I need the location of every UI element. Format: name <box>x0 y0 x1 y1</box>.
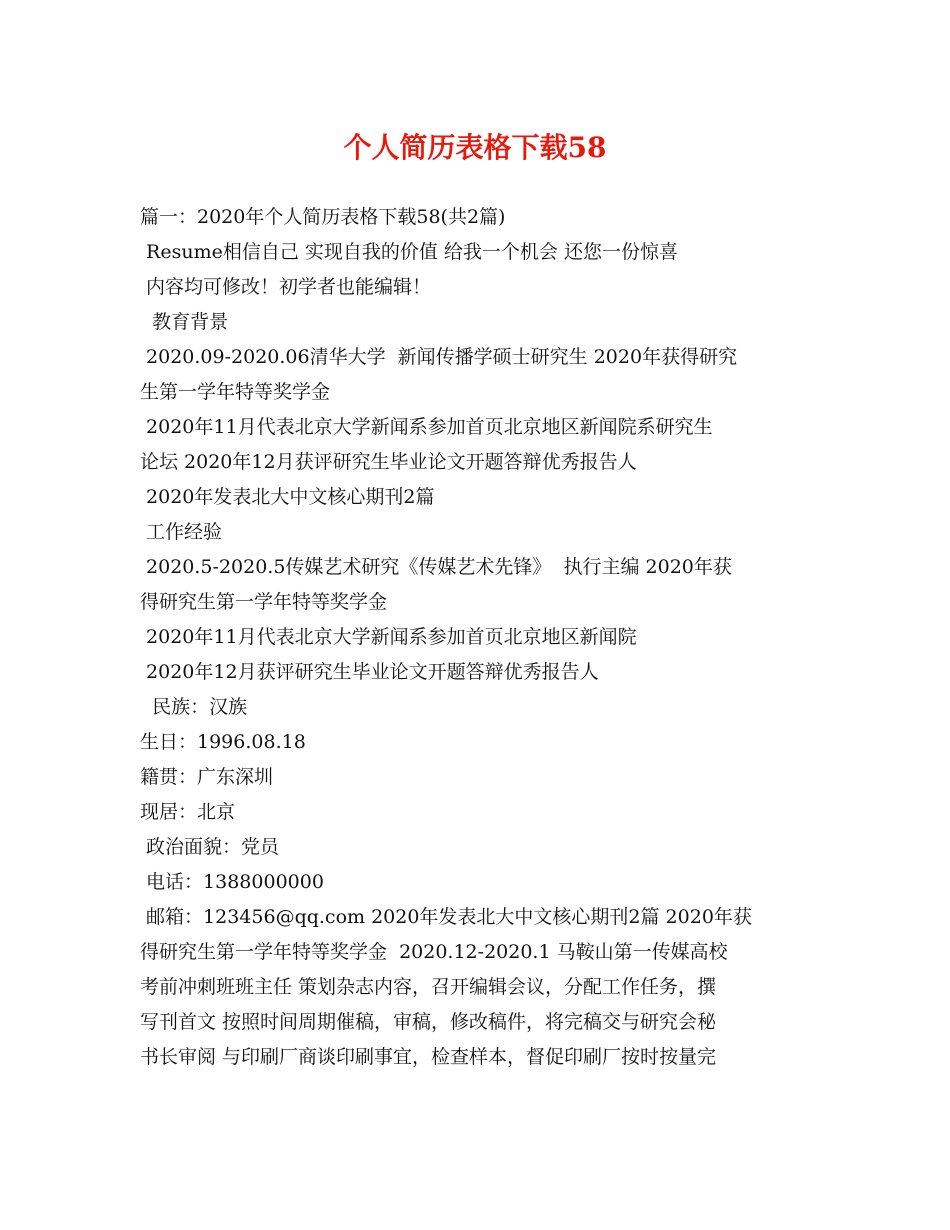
text-line: 2020年12月获评研究生毕业论文开题答辩优秀报告人 <box>140 661 599 683</box>
text-line: 2020年发表北大中文核心期刊2篇 <box>140 486 435 508</box>
text-line: 2020年11月代表北京大学新闻系参加首页北京地区新闻院 <box>140 626 637 648</box>
text-line: 写刊首文 按照时间周期催稿，审稿，修改稿件，将完稿交与研究会秘 <box>140 1011 717 1033</box>
text-line: 得研究生第一学年特等奖学金 2020.12-2020.1 马鞍山第一传媒高校 <box>140 941 728 963</box>
document-title: 个人简历表格下载58 <box>343 131 607 164</box>
text-line: 书长审阅 与印刷厂商谈印刷事宜，检查样本，督促印刷厂按时按量完 <box>140 1046 717 1068</box>
section-heading-education: 教育背景 <box>140 311 229 333</box>
document-body <box>140 200 820 1075</box>
text-line: 论坛 2020年12月获评研究生毕业论文开题答辩优秀报告人 <box>140 451 637 473</box>
personal-info-email: 邮箱：123456@qq.com 2020年发表北大中文核心期刊2篇 2020年获 <box>140 906 752 928</box>
personal-info-hometown: 籍贯：广东深圳 <box>140 766 274 788</box>
text-line: 篇一：2020年个人简历表格下载58(共2篇) <box>140 206 506 228</box>
personal-info-political-status: 政治面貌：党员 <box>140 836 280 858</box>
text-line: 2020.5-2020.5传媒艺术研究《传媒艺术先锋》 执行主编 2020年获 <box>140 556 732 578</box>
text-line: 内容均可修改！初学者也能编辑！ <box>140 276 432 298</box>
text-line: 考前冲刺班班主任 策划杂志内容，召开编辑会议，分配工作任务，撰 <box>140 976 717 998</box>
text-line: Resume相信自己 实现自我的价值 给我一个机会 还您一份惊喜 <box>140 241 678 263</box>
text-line: 2020年11月代表北京大学新闻系参加首页北京地区新闻院系研究生 <box>140 416 713 438</box>
section-heading-work: 工作经验 <box>140 521 223 543</box>
text-line: 得研究生第一学年特等奖学金 <box>140 591 388 613</box>
text-line: 2020.09-2020.06清华大学 新闻传播学硕士研究生 2020年获得研究 <box>140 346 738 368</box>
personal-info-birthday: 生日：1996.08.18 <box>140 731 306 753</box>
personal-info-ethnicity: 民族：汉族 <box>140 696 248 718</box>
personal-info-residence: 现居：北京 <box>140 801 236 823</box>
personal-info-phone: 电话：1388000000 <box>140 871 324 893</box>
text-line: 生第一学年特等奖学金 <box>140 381 331 403</box>
